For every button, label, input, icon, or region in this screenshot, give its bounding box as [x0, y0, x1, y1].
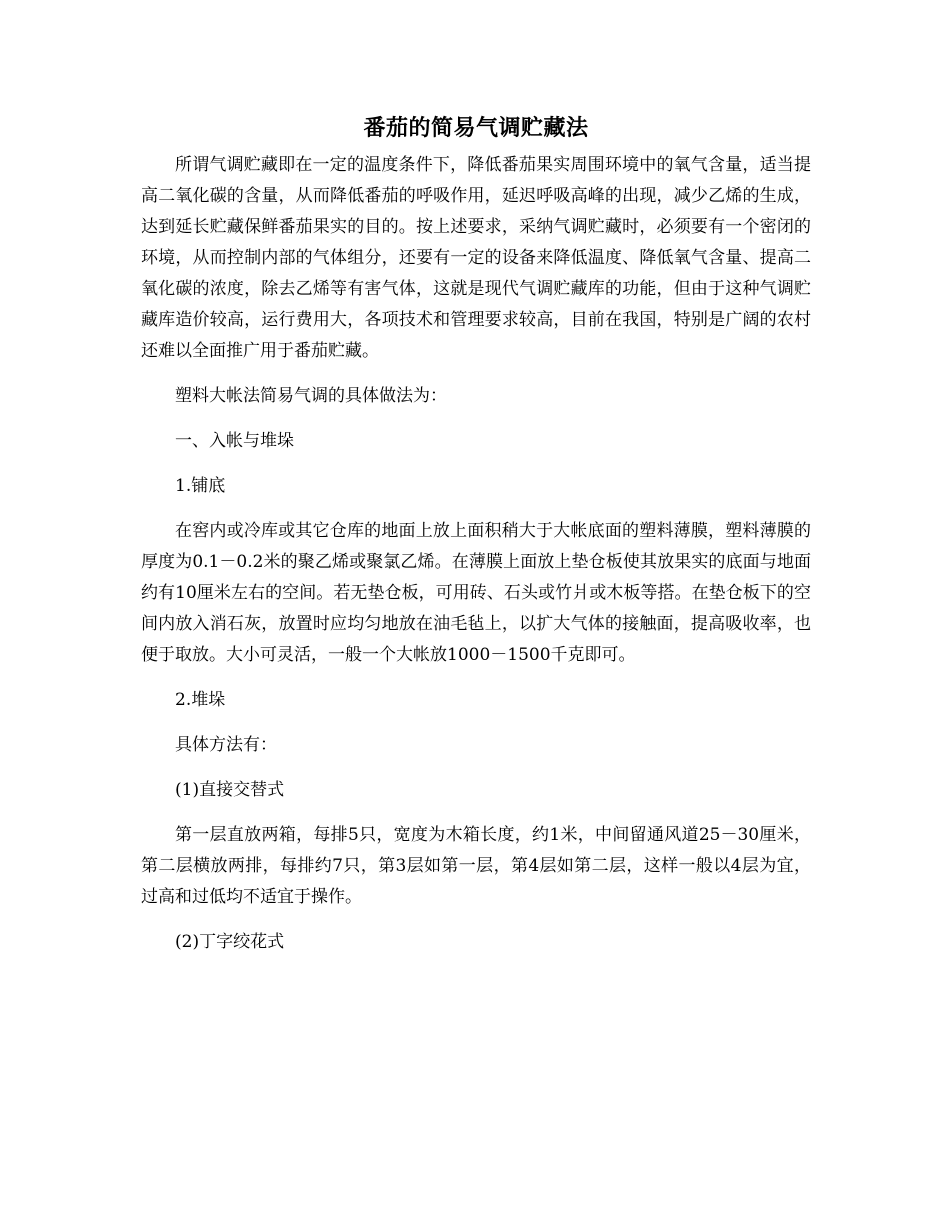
method-heading-2: (2)丁字绞花式: [175, 932, 285, 952]
document-page: [141, 112, 811, 972]
intro-paragraph: 所谓气调贮藏即在一定的温度条件下，降低番茄果实周围环境中的氧气含量，适当提高二氧化碳的含量，从而降低番茄的呼吸作用，延迟呼吸高峰的出现，减少乙烯的生成，达到延长贮藏保鲜番茄果实的目的。按上述要求，采纳气调贮藏时，必须要有一个密闭的环境，从而控制内部的气体组分，还要有一定的设备来降低温度、降低氧气含量、提高二氧化碳的浓度，除去乙烯等有害气体，这就是现代气调贮藏库的功能，但由于这种气调贮藏库造价较高，运行费用大，各项技术和管理要求较高，目前在我国，特别是广阔的农村还难以全面推广用于番茄贮藏。: [141, 155, 811, 361]
subsection-heading-base: 1.铺底: [175, 476, 226, 496]
method-1-paragraph: 第一层直放两箱，每排5只，宽度为木箱长度，约1米，中间留通风道25－30厘米，第二层横放两排，每排约7只，第3层如第一层，第4层如第二层，这样一般以4层为宜，过高和过低均不适宜于操作。: [141, 825, 811, 907]
section-heading-1: 一、入帐与堆垛: [175, 431, 294, 451]
methods-paragraph: 具体方法有：: [175, 735, 277, 755]
method-intro-paragraph: 塑料大帐法简易气调的具体做法为：: [175, 386, 447, 406]
method-heading-1: (1)直接交替式: [175, 780, 285, 800]
base-paragraph: 在窖内或冷库或其它仓库的地面上放上面积稍大于大帐底面的塑料薄膜，塑料薄膜的厚度为0.1－0.2米的聚乙烯或聚氯乙烯。在薄膜上面放上垫仓板使其放果实的底面与地面约有10厘米左右的空间。若无垫仓板，可用砖、石头或竹爿或木板等搭。在垫仓板下的空间内放入消石灰，放置时应均匀地放在油毛毡上，以扩大气体的接触面，提高吸收率，也便于取放。大小可灵活，一般一个大帐放1000－1500千克即可。: [141, 521, 811, 665]
document-title: 番茄的简易气调贮藏法: [363, 115, 589, 141]
subsection-heading-stacking: 2.堆垛: [175, 690, 226, 710]
